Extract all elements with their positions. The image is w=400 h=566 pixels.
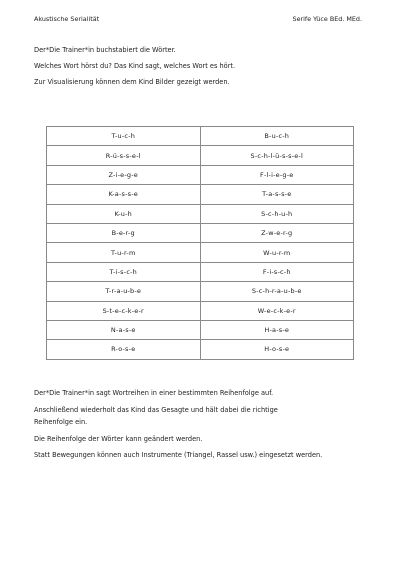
table-row bbox=[47, 223, 354, 242]
table-row bbox=[47, 243, 354, 262]
word-cell: S-c-h-r-a-u-b-e bbox=[200, 282, 354, 301]
intro-line: Zur Visualisierung können dem Kind Bilder gezeigt werden. bbox=[34, 78, 230, 86]
word-cell: H-a-s-e bbox=[200, 320, 354, 339]
word-cell: Z-i-e-g-e bbox=[47, 165, 201, 184]
header-author: Serife Yüce BEd. MEd. bbox=[292, 15, 362, 23]
word-cell: K-a-s-s-e bbox=[47, 185, 201, 204]
word-cell: W-u-r-m bbox=[200, 243, 354, 262]
word-cell: H-o-s-e bbox=[200, 340, 354, 359]
table-row bbox=[47, 165, 354, 184]
outro-line: Der*Die Trainer*in sagt Wortreihen in einer bestimmten Reihenfolge auf. bbox=[34, 389, 274, 397]
word-cell: K-u-h bbox=[47, 204, 201, 223]
word-cell: R-o-s-e bbox=[47, 340, 201, 359]
word-cell: F-l-i-e-g-e bbox=[200, 165, 354, 184]
word-cell: S-c-h-u-h bbox=[200, 204, 354, 223]
word-cell: W-e-c-k-e-r bbox=[200, 301, 354, 320]
word-cell: B-u-c-h bbox=[200, 127, 354, 146]
word-cell: S-t-e-c-k-e-r bbox=[47, 301, 201, 320]
word-cell: F-i-s-c-h bbox=[200, 262, 354, 281]
header-title: Akustische Serialität bbox=[34, 15, 100, 23]
page-header bbox=[34, 15, 362, 27]
word-cell: T-u-r-m bbox=[47, 243, 201, 262]
outro-line: Statt Bewegungen können auch Instrumente (Triangel, Rassel usw.) eingesetzt werden. bbox=[34, 451, 323, 459]
table-row bbox=[47, 320, 354, 339]
table-row bbox=[47, 282, 354, 301]
outro-line: Anschließend wiederholt das Kind das Gesagte und hält dabei die richtige bbox=[34, 405, 278, 414]
word-cell: T-u-c-h bbox=[47, 127, 201, 146]
table-row bbox=[47, 262, 354, 281]
table-row bbox=[47, 301, 354, 320]
table-row bbox=[47, 340, 354, 359]
word-cell: R-ü-s-s-e-l bbox=[47, 146, 201, 165]
word-cell: N-a-s-e bbox=[47, 320, 201, 339]
outro-line: Die Reihenfolge der Wörter kann geändert werden. bbox=[34, 434, 203, 443]
word-cell: T-i-s-c-h bbox=[47, 262, 201, 281]
word-cell: T-r-a-u-b-e bbox=[47, 282, 201, 301]
word-cell: S-c-h-l-ü-s-s-e-l bbox=[200, 146, 354, 165]
intro-instructions bbox=[34, 45, 364, 93]
table-row bbox=[47, 127, 354, 146]
intro-line: Der*Die Trainer*in buchstabiert die Wörter. bbox=[34, 46, 176, 54]
word-cell: Z-w-e-r-g bbox=[200, 223, 354, 242]
word-cell: T-a-s-s-e bbox=[200, 185, 354, 204]
table-row bbox=[47, 146, 354, 165]
table-row bbox=[47, 204, 354, 223]
outro-line: Reihenfolge ein. bbox=[34, 418, 88, 426]
table-row bbox=[47, 185, 354, 204]
intro-line: Welches Wort hörst du? Das Kind sagt, welches Wort es hört. bbox=[34, 62, 236, 70]
outro-instructions bbox=[34, 389, 374, 468]
word-pairs-table bbox=[46, 126, 354, 360]
word-cell: B-e-r-g bbox=[47, 223, 201, 242]
